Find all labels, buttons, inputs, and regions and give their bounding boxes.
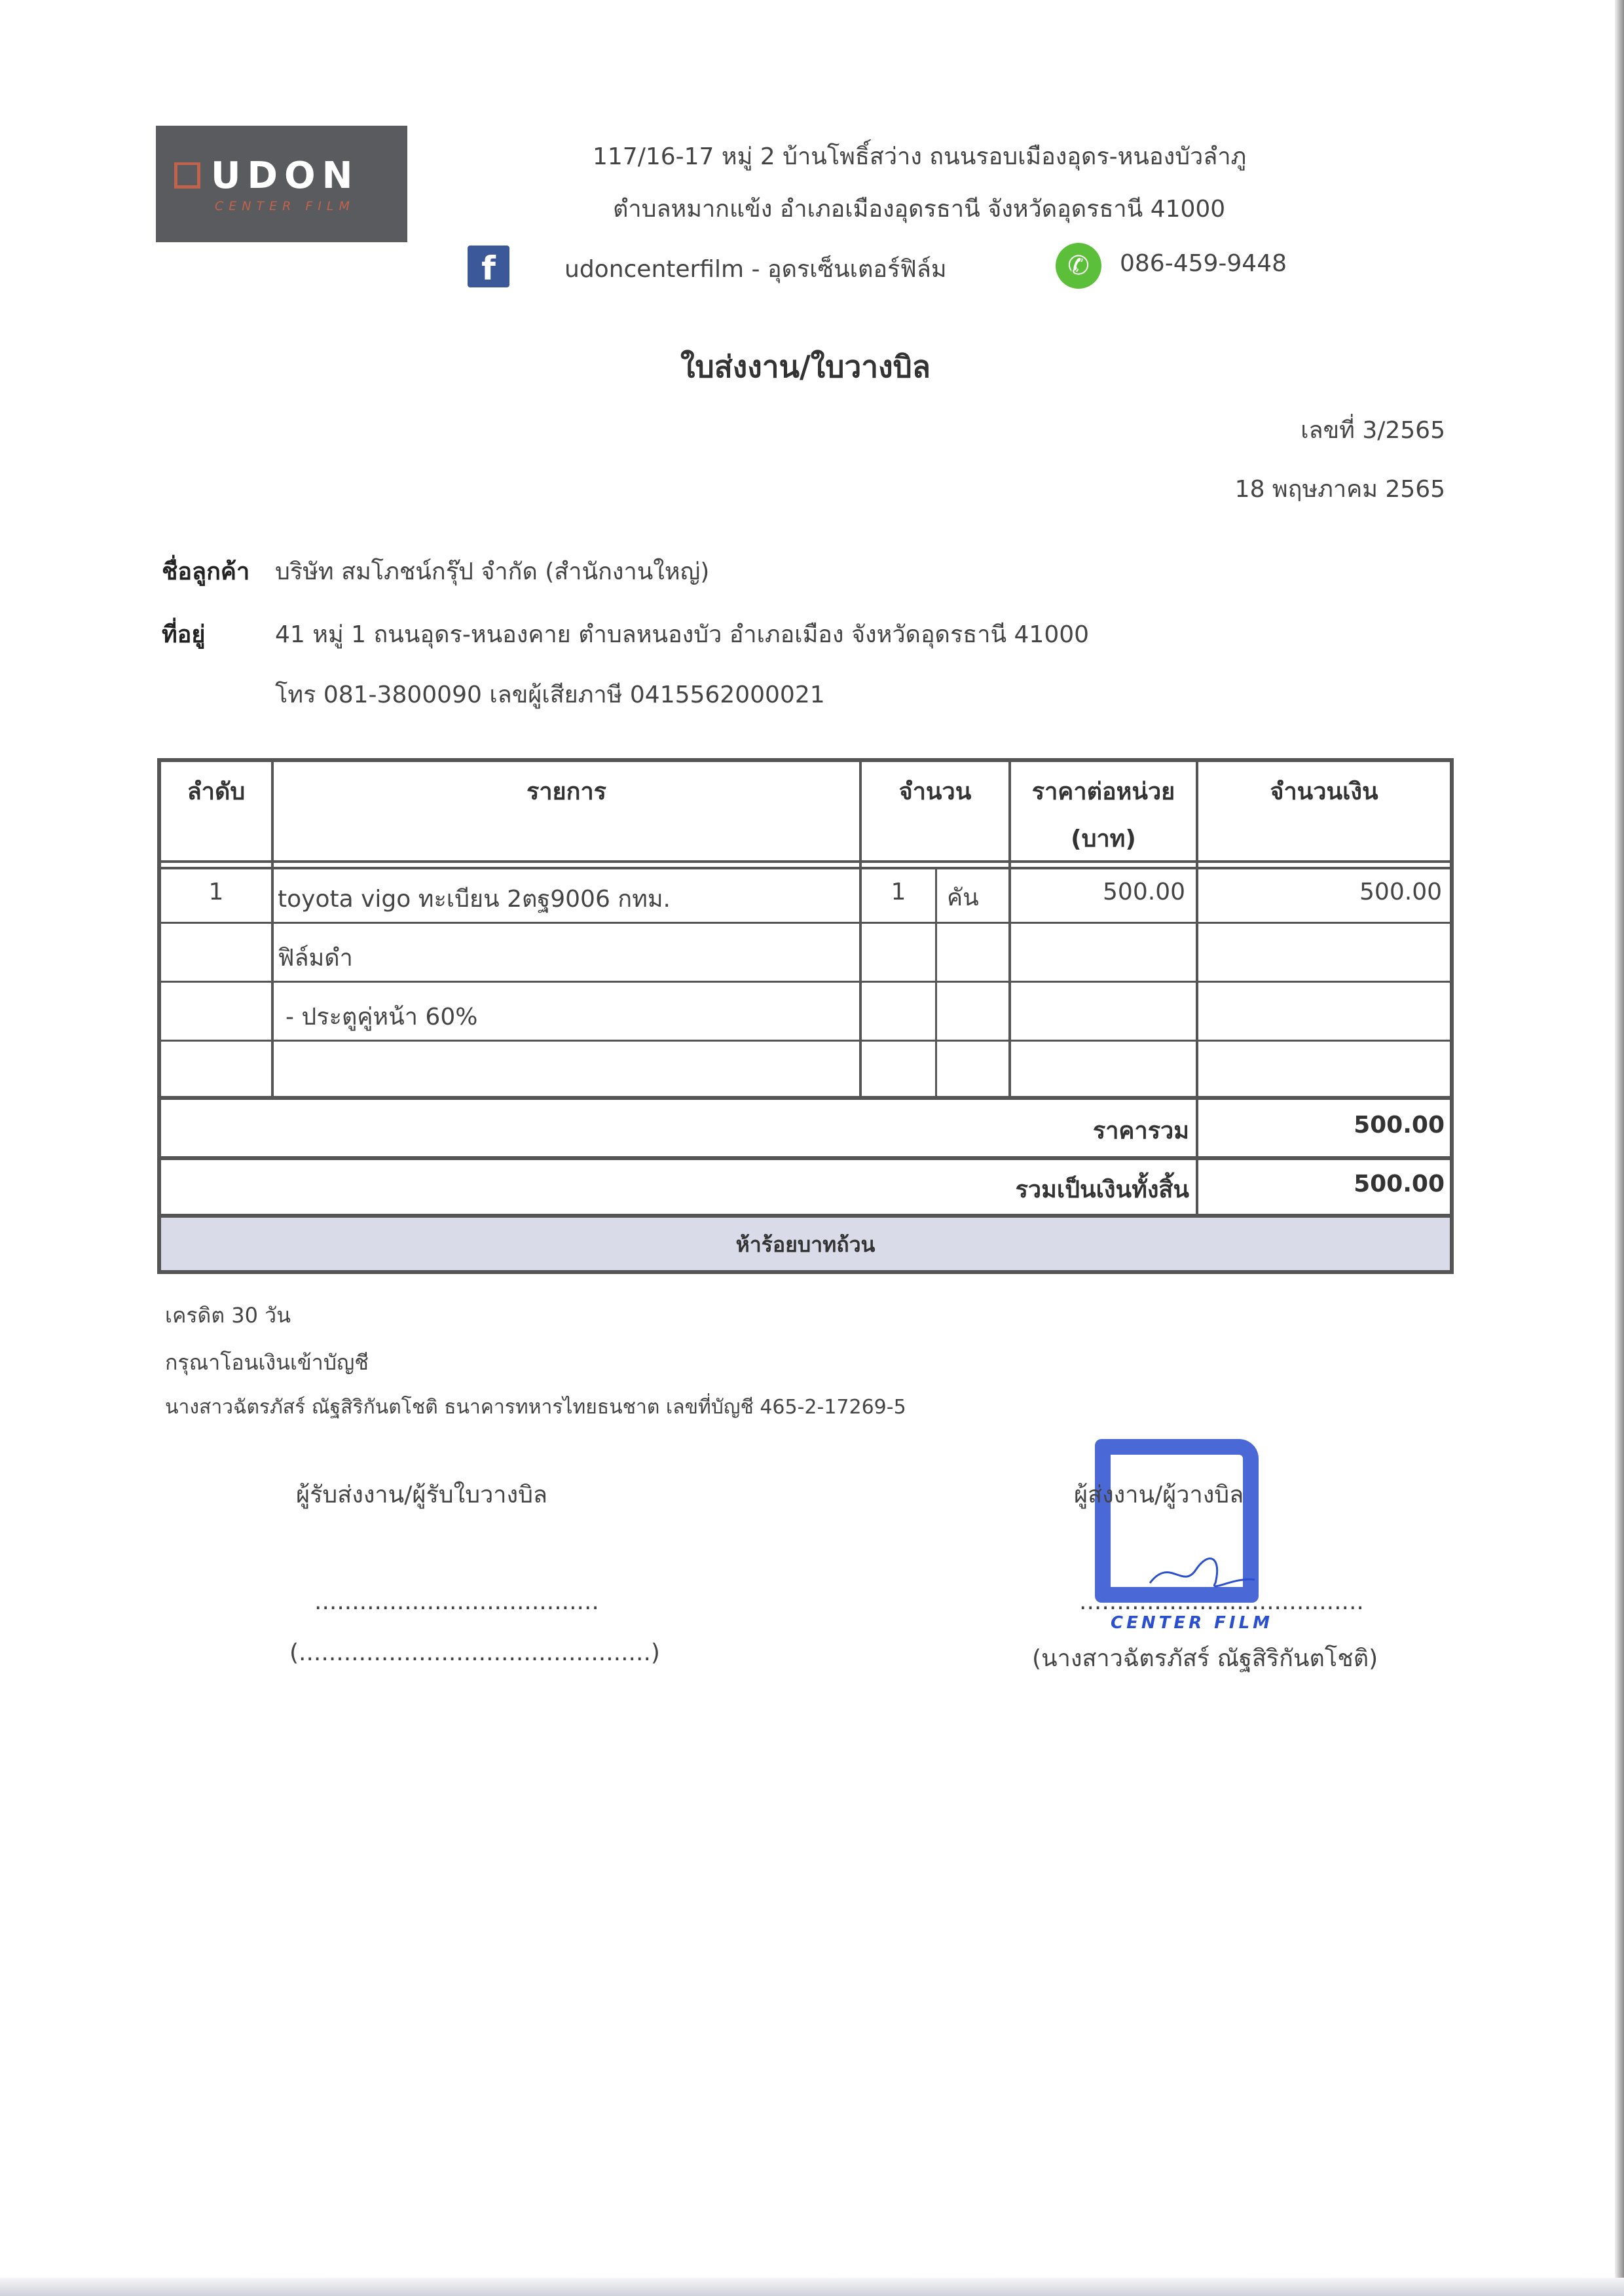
row-unit: คัน: [947, 884, 979, 911]
customer-name: บริษัท สมโภชน์กรุ๊ป จำกัด (สำนักงานใหญ่): [275, 558, 710, 585]
receiver-label: ผู้รับส่งงาน/ผู้รับใบวางบิล: [296, 1482, 547, 1508]
phone-icon: ✆: [1056, 243, 1101, 289]
col-header-item: รายการ: [526, 778, 606, 805]
col-header-amount: จำนวนเงิน: [1270, 778, 1378, 805]
col-header-unit-price: ราคาต่อหน่วย: [1031, 778, 1175, 805]
logo-wordmark: UDON: [211, 155, 360, 197]
logo-tagline: CENTER FILM: [215, 199, 355, 213]
company-address-line2: ตำบลหมากแข้ง อำเภอเมืองอุดรธานี จังหวัดอุดรธานี 41000: [613, 196, 1226, 223]
customer-address-label: ที่อยู่: [162, 621, 206, 648]
customer-contact: โทร 081-3800090 เลขผู้เสียภาษี 0415562000021: [275, 682, 825, 708]
row-unit-price: 500.00: [1103, 879, 1185, 905]
document-title: ใบส่งงาน/ใบวางบิล: [680, 349, 931, 384]
transfer-note: กรุณาโอนเงินเข้าบัญชี: [165, 1350, 369, 1375]
row-qty: 1: [891, 879, 906, 905]
subtotal-value: 500.00: [1354, 1112, 1445, 1139]
facebook-page: udoncenterfilm - อุดรเซ็นเตอร์ฟิล์ม: [564, 256, 947, 283]
col-header-no: ลำดับ: [187, 778, 246, 805]
total-in-words: ห้าร้อยบาทถ้วน: [735, 1232, 876, 1257]
receiver-name: (...............................................): [289, 1639, 660, 1666]
scan-edge-right: [1615, 0, 1624, 2296]
facebook-icon: f: [468, 246, 509, 287]
row-item: toyota vigo ทะเบียน 2ตฐ9006 กทม.: [278, 886, 671, 913]
row-item: - ประตูคู่หน้า 60%: [286, 1004, 478, 1030]
total-label: รวมเป็นเงินทั้งสิ้น: [1015, 1176, 1189, 1203]
receiver-signature-line: ......................................: [314, 1588, 599, 1615]
sender-label: ผู้ส่งงาน/ผู้วางบิล: [1074, 1482, 1244, 1508]
subtotal-label: ราคารวม: [1092, 1118, 1189, 1144]
col-header-unit-price-sub: (บาท): [1071, 826, 1136, 852]
company-logo: [156, 126, 407, 242]
scan-edge-bottom: [0, 2278, 1624, 2296]
credit-terms: เครดิต 30 วัน: [165, 1303, 291, 1328]
document-number: เลขที่ 3/2565: [1301, 417, 1445, 444]
customer-address: 41 หมู่ 1 ถนนอุดร-หนองคาย ตำบลหนองบัว อำเภอเมือง จังหวัดอุดรธานี 41000: [275, 621, 1090, 648]
company-phone: 086-459-9448: [1120, 250, 1287, 277]
sender-name: (นางสาวฉัตรภัสร์ ณัฐสิริกันตโชติ): [1032, 1645, 1378, 1672]
col-header-qty: จำนวน: [898, 778, 972, 805]
row-no: 1: [208, 879, 224, 905]
bank-account: นางสาวฉัตรภัสร์ ณัฐสิริกันตโชติ ธนาคารทหารไทยธนชาต เลขที่บัญชี 465-2-17269-5: [165, 1396, 906, 1419]
items-table: [157, 758, 1454, 1274]
logo-mark-icon: [174, 162, 200, 189]
stamp-text: CENTER FILM: [1111, 1613, 1274, 1633]
customer-name-label: ชื่อลูกค้า: [162, 558, 250, 585]
total-value: 500.00: [1354, 1171, 1445, 1197]
row-item: ฟิล์มดำ: [278, 945, 353, 972]
sender-signature-line: ......................................: [1079, 1588, 1364, 1615]
row-amount: 500.00: [1359, 879, 1442, 905]
company-address-line1: 117/16-17 หมู่ 2 บ้านโพธิ์สว่าง ถนนรอบเมืองอุดร-หนองบัวลำภู: [593, 143, 1247, 170]
document-date: 18 พฤษภาคม 2565: [1234, 476, 1445, 503]
